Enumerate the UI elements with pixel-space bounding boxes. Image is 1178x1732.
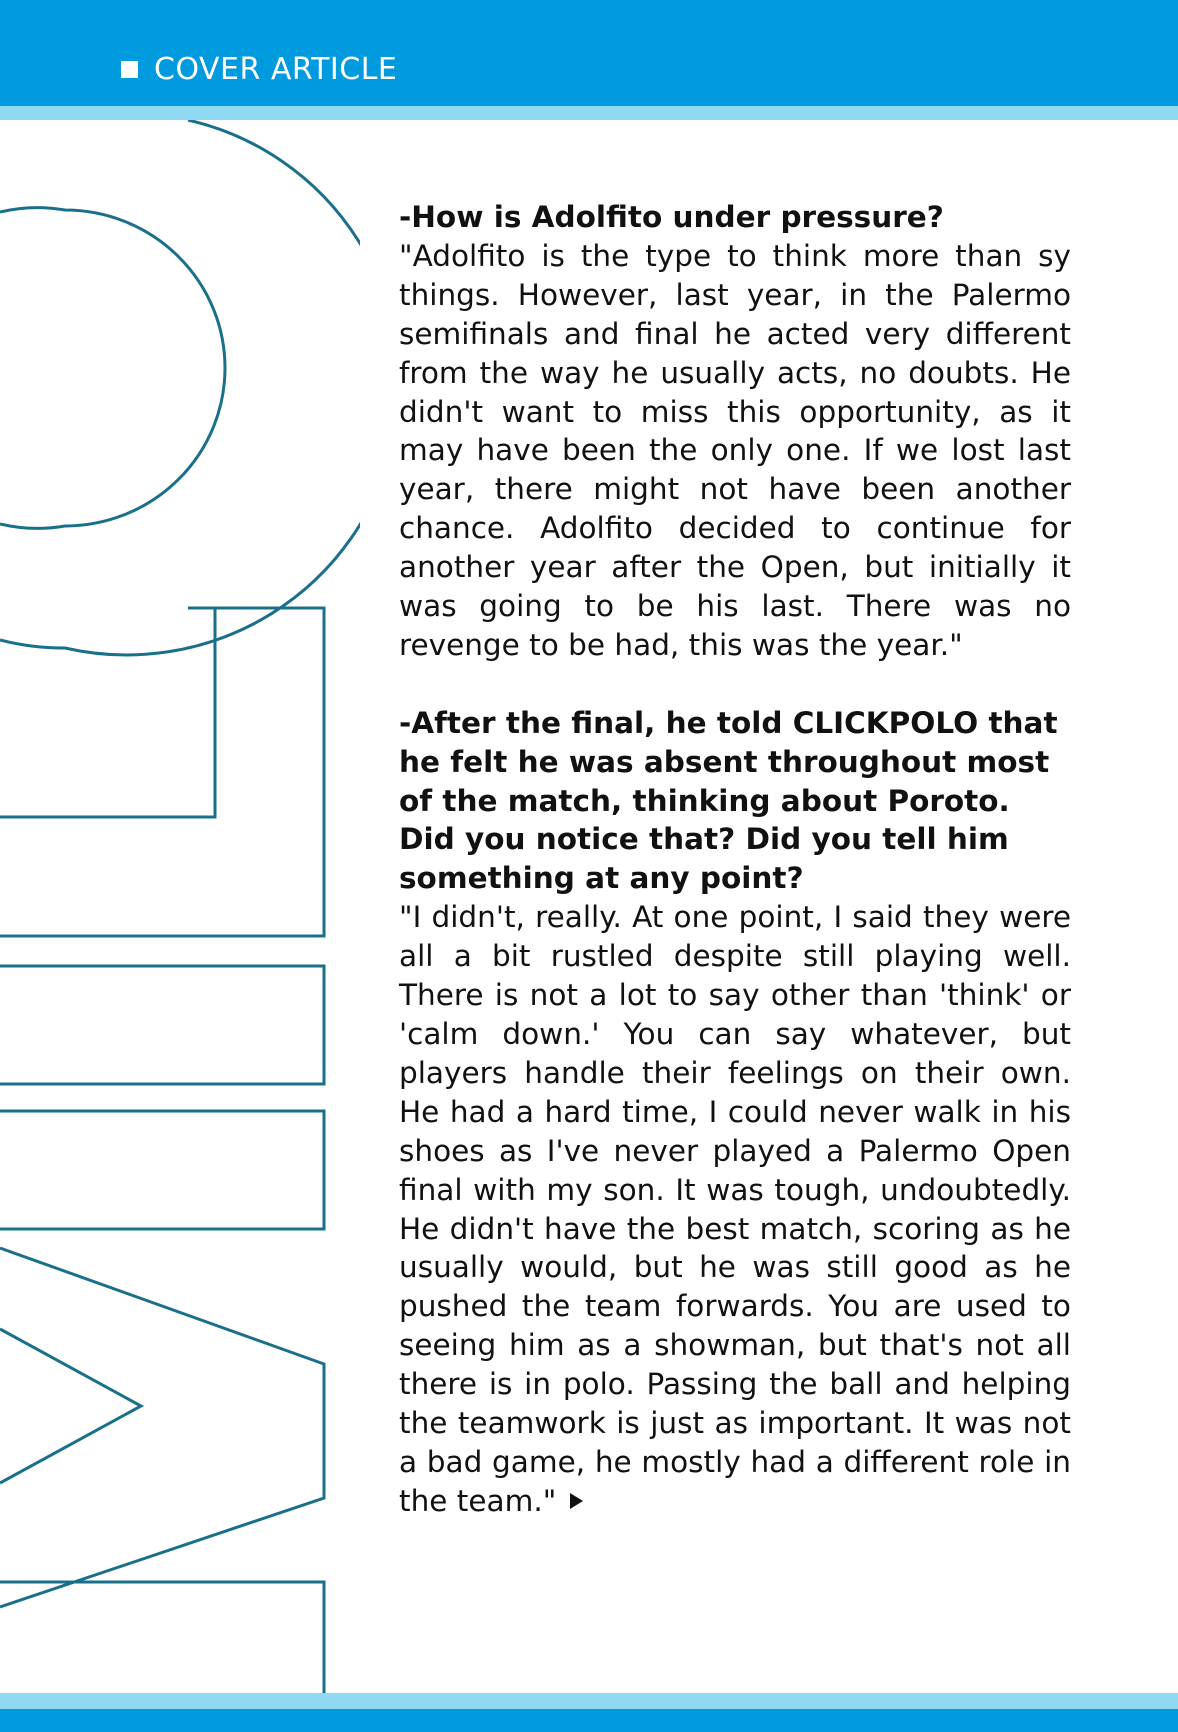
outline-lettering-svg [0, 120, 360, 1693]
outline-lettering [0, 120, 360, 1693]
answer-1: "Adolfito is the type to think more than sy things. However, last year, in the Palermo semifinals and final he acted very different from the way he usually acts, no doubts. He didn't want to miss this opportunity, as it may have been the only one. If we lost last year, there might not have been another chance. Adolfito decided to continue for another year after the Open, but initially it was going to be his last. There was no revenge to be had, this was the year." [399, 238, 1071, 662]
outline-bar-2 [0, 1111, 324, 1229]
outline-o-outer [0, 120, 360, 655]
question-2: -After the final, he told CLICKPOLO that he felt he was absent throughout most of the match, thinking about Poroto. Did you notice that? Did you tell him something at any point? [399, 705, 1058, 896]
answer-2 [399, 898, 1071, 1521]
answer-2-text: "I didn't, really. At one point, I said they were all a bit rustled despite still playing well. There is not a lot to say other than 'think' or 'calm down.' You can say whatever, but players handle their feelings on their own. He had a hard time, I could never walk in his shoes as I've never played a Palermo Open final with my son. It was tough, undoubtedly. He didn't have the best match, scoring as he usually would, but he was still good as he pushed the team forwards. You are used to seeing him as a showman, but that's not all there is in polo. Passing the ball and helping the teamwork is just as important. It was not a bad game, he mostly had a different role in the team." [399, 900, 1071, 1518]
outline-o-inner [0, 208, 225, 529]
outline-bar-3 [0, 1582, 324, 1693]
question-1: -How is Adolfito under pressure? [399, 200, 944, 234]
square-bullet-icon [121, 61, 138, 78]
outline-l [0, 608, 324, 936]
footer-stripe [0, 1693, 1178, 1709]
article-body [399, 198, 1071, 1521]
outline-bar-1 [0, 966, 324, 1084]
section-label-text: COVER ARTICLE [154, 51, 398, 87]
outline-v [0, 1248, 324, 1607]
header-stripe [0, 106, 1178, 120]
triangle-right-icon [570, 1493, 583, 1509]
section-label [121, 48, 397, 90]
footer-bar [0, 1709, 1178, 1732]
